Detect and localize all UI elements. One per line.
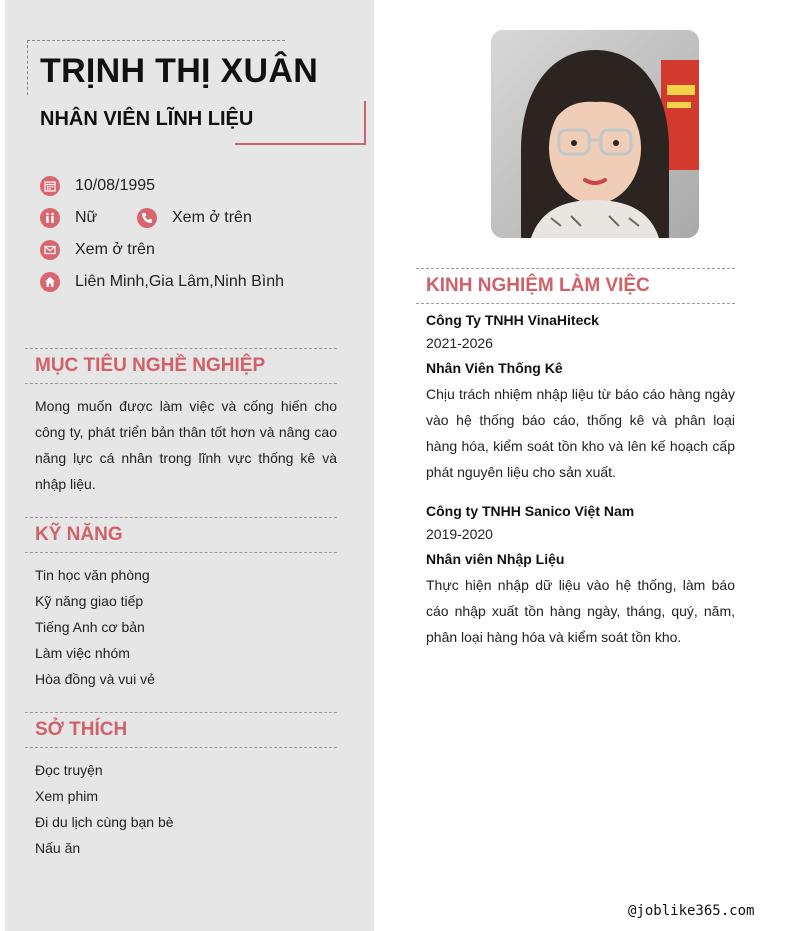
- skill-item: Tin học văn phòng: [35, 567, 150, 583]
- home-icon: [40, 272, 60, 292]
- gender-icon: [40, 208, 60, 228]
- objective-heading: MỤC TIÊU NGHỀ NGHIỆP: [25, 348, 337, 384]
- phone-icon: [137, 208, 157, 228]
- calendar-icon: [40, 176, 60, 196]
- watermark: @joblike365.com: [628, 903, 755, 919]
- hobbies-list: [35, 757, 174, 861]
- skills-list: [35, 562, 155, 692]
- objective-text: Mong muốn được làm việc và cống hiến cho công ty, phát triển bản thân tốt hơn và nâng cao năng lực cá nhân trong lĩnh vực thống kê và nhập liệu.: [35, 398, 337, 492]
- email-text: Xem ở trên: [75, 241, 155, 258]
- skill-item: Hòa đồng và vui vẻ: [35, 671, 155, 687]
- phone-row: [137, 208, 252, 228]
- address-text: Liên Minh,Gia Lâm,Ninh Bình: [75, 273, 284, 290]
- job-description: Chịu trách nhiệm nhập liệu từ báo cáo hàng ngày vào hệ thống báo cáo, thống kê và phân loại hàng hóa, kiểm soát tồn kho và lên kế hoạch cấp phát nguyên liệu cho sản xuất.: [426, 386, 735, 480]
- hobby-item: Xem phim: [35, 788, 99, 804]
- envelope-icon: [40, 240, 60, 260]
- candidate-job-title: NHÂN VIÊN LĨNH LIỆU: [40, 108, 254, 130]
- hobbies-heading: SỞ THÍCH: [25, 712, 337, 748]
- job-company: Công ty TNHH Sanico Việt Nam: [426, 503, 635, 519]
- job-description: Thực hiện nhập dữ liệu vào hệ thống, làm báo cáo nhập xuất tồn hàng ngày, tháng, quý, năm, phân loại hàng hóa và kiểm soát tồn kho.: [426, 577, 735, 645]
- birthday-row: [40, 176, 155, 196]
- hobby-item: Đọc truyện: [35, 762, 103, 778]
- gender-row: [40, 208, 97, 228]
- job-years: 2021-2026: [426, 335, 493, 351]
- skill-item: Tiếng Anh cơ bản: [35, 619, 145, 635]
- job-company: Công Ty TNHH VinaHiteck: [426, 312, 599, 328]
- job-years: 2019-2020: [426, 526, 493, 542]
- email-row: [40, 240, 155, 260]
- title-frame: [235, 101, 366, 145]
- skill-item: Kỹ năng giao tiếp: [35, 593, 144, 609]
- job-role: Nhân Viên Thống Kê: [426, 360, 563, 376]
- address-row: [40, 272, 284, 292]
- candidate-name: TRỊNH THỊ XUÂN: [40, 52, 319, 90]
- hobby-item: Nấu ăn: [35, 840, 81, 856]
- job-role: Nhân viên Nhập Liệu: [426, 551, 565, 567]
- gender-text: Nữ: [75, 209, 98, 226]
- profile-photo-illustration: [491, 30, 699, 238]
- profile-photo: [491, 30, 699, 238]
- phone-text: Xem ở trên: [172, 209, 252, 226]
- hobby-item: Đi du lịch cùng bạn bè: [35, 814, 174, 830]
- birthday-text: 10/08/1995: [75, 177, 156, 194]
- experience-heading: KINH NGHIỆM LÀM VIỆC: [416, 268, 735, 304]
- skills-heading: KỸ NĂNG: [25, 517, 337, 553]
- skill-item: Làm việc nhóm: [35, 645, 130, 661]
